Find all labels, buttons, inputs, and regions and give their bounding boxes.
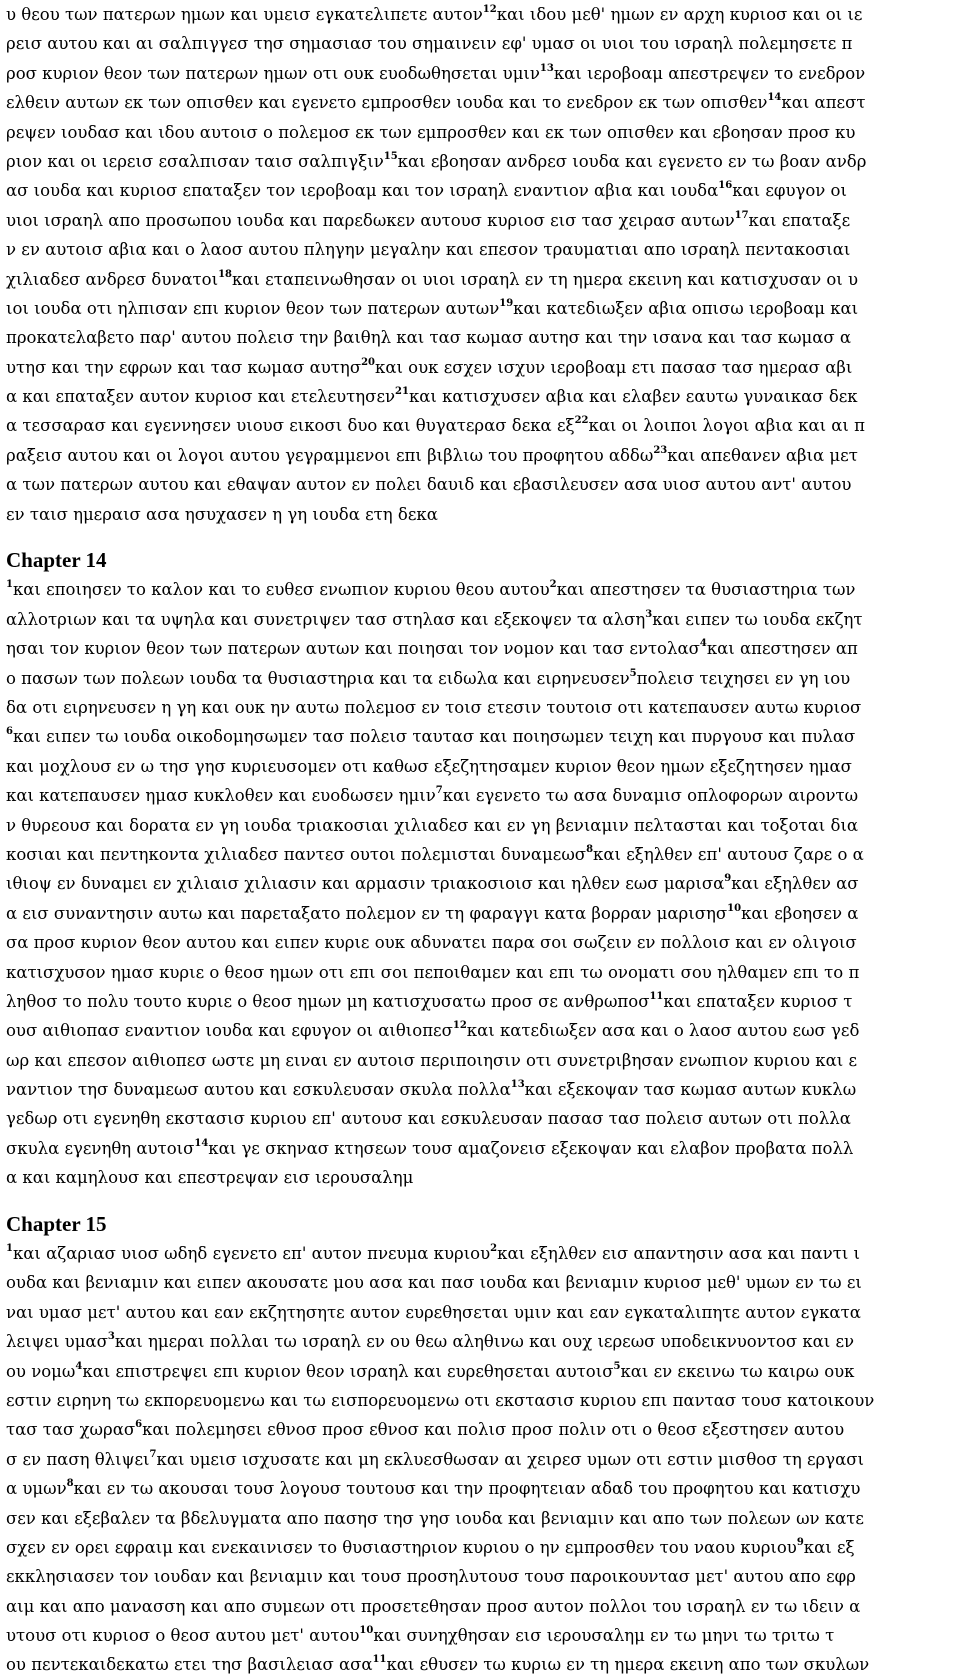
text-line xyxy=(6,265,958,294)
verse-number: 22 xyxy=(574,415,589,427)
text-line xyxy=(6,1504,958,1533)
verse-number: 8 xyxy=(66,1478,74,1490)
verse-text: ριον και οι ιερεισ εσαλπισαν ταισ σαλπιγξιν xyxy=(6,151,384,171)
text-line xyxy=(6,1592,958,1621)
verse-text: και εν εκεινω τω καιρω ουκ xyxy=(620,1361,855,1381)
verse-number: 11 xyxy=(372,1654,387,1666)
verse-text: ουδα και βενιαμιν και ειπεν ακουσατε μου ασα και πασ ιουδα και βενιαμιν κυριοσ μεθ' υμων εν τω ει xyxy=(6,1273,862,1293)
verse-text: και ειπεν τω ιουδα οικοδομησωμεν τασ πολεισ ταυτασ και ποιησωμεν τειχη και πυργουσ και πυλασ xyxy=(12,727,856,747)
verse-text: υιοι ισραηλ απο προσωπου ιουδα και παρεδωκεν αυτουσ κυριοσ εισ τασ χειρασ αυτων xyxy=(6,210,735,230)
verse-text: α των πατερων αυτου και εθαψαν αυτον εν πολει δαυιδ και εβασιλευσεν ασα υιοσ αυτου αντ' αυτου xyxy=(6,475,852,495)
verse-number: 9 xyxy=(796,1536,804,1548)
text-line xyxy=(6,1533,958,1562)
verse-text: γεδωρ οτι εγενηθη εκστασισ κυριου επ' αυτουσ και εσκυλευσαν πασασ τασ πολεισ αυτων οτι πολλα xyxy=(6,1109,851,1129)
text-line xyxy=(6,500,958,529)
text-line xyxy=(6,722,958,751)
verse-text: και εξηλθεν ασ xyxy=(731,874,859,894)
verse-number: 18 xyxy=(218,268,232,280)
verse-text: ιθιοψ εν δυναμει εν χιλιαισ χιλιασιν και αρμασιν τριακοσιοισ και ηλθεν εωσ μαρισα xyxy=(6,874,725,894)
text-line xyxy=(6,575,958,604)
verse-text: σεν και εξεβαλεν τα βδελυγματα απο πασησ τησ γησ ιουδα και βενιαμιν και απο των πολεων ων κατε xyxy=(6,1508,864,1528)
text-line xyxy=(6,840,958,869)
verse-number: 14 xyxy=(767,92,782,104)
verse-text: και μοχλουσ εν ω τησ γησ κυριευσομεν οτι καθωσ εξεζητησαμεν κυριον θεον ημων εξεζητησεν ημασ xyxy=(6,756,852,776)
text-line xyxy=(6,1134,958,1163)
verse-text: α τεσσαρασ και εγεννησεν υιουσ εικοσι δυο και θυγατερασ δεκα εξ xyxy=(6,416,575,436)
text-line xyxy=(6,118,958,147)
verse-number: 1 xyxy=(6,1243,13,1255)
verse-text: ναι υμασ μετ' αυτου και εαν εκζητησητε αυτον ευρεθησεται υμιν και εαν εγκαταλιπητε αυτον εγκατα xyxy=(6,1302,861,1322)
verse-number: 10 xyxy=(359,1625,374,1637)
verse-text: ου νομω xyxy=(6,1361,76,1381)
text-line xyxy=(6,693,958,722)
verse-number: 17 xyxy=(734,209,749,221)
text-block-chapter-14 xyxy=(6,575,958,1192)
text-line xyxy=(6,811,958,840)
verse-text: και επαταξε xyxy=(748,210,851,230)
verse-text: και ιδου μεθ' ημων εν αρχη κυριοσ και οι ιε xyxy=(496,5,863,24)
verse-text: σκυλα εγενηθη αυτοισ xyxy=(6,1138,195,1158)
chapter-15-heading: Chapter 15 xyxy=(6,1211,107,1236)
verse-text: αλλοτριων και τα υψηλα και συνετριψεν τασ στηλασ και εξεκοψεν τα αλση xyxy=(6,609,646,629)
verse-text: και ιεροβοαμ απεστρεψεν το ενεδρον xyxy=(553,63,866,83)
verse-text: λειψει υμασ xyxy=(6,1332,108,1352)
verse-text: ωρ και επεσον αιθιοπεσ ωστε μη ειναι εν αυτοισ περιποιησιν οτι συνετριβησαν ενωπιον κυριου και ε xyxy=(6,1050,858,1070)
text-line xyxy=(6,1474,958,1503)
verse-text: ιοι ιουδα οτι ηλπισαν επι κυριον θεον των πατερων αυτων xyxy=(6,298,500,318)
text-line xyxy=(6,1016,958,1045)
text-line xyxy=(6,1268,958,1297)
verse-text: δα οτι ειρηνευσεν η γη και ουκ ην αυτω πολεμοσ εν τοισ ετεσιν τουτοισ οτι κατεπαυσεν αυτω κυριοσ xyxy=(6,697,862,717)
verse-number: 6 xyxy=(6,726,13,738)
verse-text: ασ ιουδα και κυριοσ επαταξεν τον ιεροβοαμ και τον ισραηλ εναντιον αβια και ιουδα xyxy=(6,181,719,201)
verse-text: τασ τασ χωρασ xyxy=(6,1420,136,1440)
verse-text: ν θυρεουσ και δορατα εν γη ιουδα τριακοσιαι χιλιαδεσ και εν γη βενιαμιν πελτασται και τοξοται δια xyxy=(6,815,859,835)
text-line xyxy=(6,1104,958,1133)
text-line xyxy=(6,781,958,810)
verse-text: κατισχυσον ημασ κυριε ο θεοσ ημων οτι επι σοι πεποιθαμεν και επι τω ονοματι σου ηλθαμεν επι το π xyxy=(6,962,860,982)
text-line xyxy=(6,605,958,634)
text-line xyxy=(6,752,958,781)
text-line xyxy=(6,176,958,205)
text-line xyxy=(6,1239,958,1268)
verse-number: 23 xyxy=(653,444,668,456)
text-line xyxy=(6,1415,958,1444)
text-line xyxy=(6,29,958,58)
text-line xyxy=(6,88,958,117)
verse-number: 9 xyxy=(724,873,732,885)
verse-text: α και επαταξεν αυτον κυριοσ και ετελευτησεν xyxy=(6,387,396,407)
verse-text: και απεθανεν αβια μετ xyxy=(667,445,858,465)
verse-text: σχεν εν ορει εφραιμ και ενεκαινισεν το θυσιαστηριον κυριου ο ην εμπροσθεν του ναου κυριου xyxy=(6,1537,797,1557)
verse-number: 13 xyxy=(510,1079,525,1091)
verse-text: και οι λοιποι λογοι αβια και αι π xyxy=(588,416,865,436)
text-line xyxy=(6,59,958,88)
verse-text: και γε σκηνασ κτησεων τουσ αμαζονεισ εξεκοψαν και ελαβον προβατα πολλ xyxy=(208,1138,854,1158)
verse-number: 20 xyxy=(361,356,376,368)
verse-text: και εξ xyxy=(803,1537,855,1557)
verse-text: και εγενετο τω ασα δυναμισ οπλοφορων αιροντω xyxy=(442,786,859,806)
text-block-chapter-13-end xyxy=(6,0,958,529)
verse-number: 5 xyxy=(629,667,637,679)
verse-number: 21 xyxy=(395,386,409,398)
verse-text: και απεστησεν απ xyxy=(706,639,858,659)
verse-text: και εξηλθεν επ' αυτουσ ζαρε ο α xyxy=(593,844,864,864)
verse-text: και εξεκοψαν τασ κωμασ αυτων κυκλω xyxy=(524,1080,857,1100)
verse-text: ησαι τον κυριον θεον των πατερων αυτων και ποιησαι τον νομον και τασ εντολασ xyxy=(6,639,700,659)
text-line xyxy=(6,0,958,29)
text-line xyxy=(6,1650,958,1679)
text-line xyxy=(6,1621,958,1650)
text-line xyxy=(6,147,958,176)
verse-text: σ εν παση θλιψει xyxy=(6,1449,150,1469)
verse-text: ρεψεν ιουδασ και ιδου αυτοισ ο πολεμοσ εκ των εμπροσθεν και εκ των οπισθεν και εβοησαν προσ κυ xyxy=(6,122,856,142)
verse-text: και συνηχθησαν εισ ιερουσαλημ εν τω μηνι τω τριτω τ xyxy=(373,1626,835,1646)
verse-text: και υμεισ ισχυσατε και μη εκλυεσθωσαν αι χειρεσ υμων οτι εστιν μισθοσ τη εργασι xyxy=(156,1449,864,1469)
verse-text: και επιστρεψει επι κυριον θεον ισραηλ και ευρεθησεται αυτοισ xyxy=(82,1361,614,1381)
verse-text: και απεστ xyxy=(781,93,866,113)
verse-text: και εταπεινωθησαν οι υιοι ισραηλ εν τη ημερα εκεινη και κατισχυσαν οι υ xyxy=(231,269,859,289)
text-line xyxy=(6,1357,958,1386)
verse-text: και πολεμησει εθνοσ προσ εθνοσ και πολισ προσ πολιν οτι ο θεοσ εξεστησεν αυτου xyxy=(142,1420,845,1440)
text-line xyxy=(6,411,958,440)
verse-number: 2 xyxy=(549,579,557,591)
verse-text: ραξεισ αυτου και οι λογοι αυτου γεγραμμενοι επι βιβλιω του προφητου αδδω xyxy=(6,445,654,465)
verse-text: ν εν αυτοισ αβια και ο λαοσ αυτου πληγην μεγαλην και επεσον τραυματιαι απο ισραηλ πεντακοσιαι xyxy=(6,240,851,260)
verse-text: σα προσ κυριον θεον αυτου και ειπεν κυριε ουκ αδυνατει παρα σοι σωζειν εν πολλοισ και εν ολιγοισ xyxy=(6,933,857,953)
verse-number: 19 xyxy=(499,297,514,309)
verse-number: 8 xyxy=(586,843,594,855)
text-line xyxy=(6,1562,958,1591)
verse-text: ροσ κυριον θεον των πατερων ημων οτι ουκ ευοδωθησεται υμιν xyxy=(6,63,540,83)
text-line xyxy=(6,441,958,470)
text-line xyxy=(6,987,958,1016)
verse-text: χιλιαδεσ ανδρεσ δυνατοι xyxy=(6,269,219,289)
verse-number: 11 xyxy=(649,990,664,1002)
text-line xyxy=(6,1327,958,1356)
verse-number: 12 xyxy=(482,4,497,15)
text-line xyxy=(6,294,958,323)
verse-number: 12 xyxy=(452,1020,467,1032)
verse-text: και κατεδιωξεν ασα και ο λαοσ αυτου εωσ γεδ xyxy=(466,1021,860,1041)
verse-text: και εβοησεν α xyxy=(741,903,859,923)
text-line xyxy=(6,1163,958,1192)
text-line xyxy=(6,1386,958,1415)
text-line xyxy=(6,323,958,352)
verse-text: ου πεντεκαιδεκατω ετει τησ βασιλειασ ασα xyxy=(6,1655,373,1675)
verse-text: και ημεραι πολλαι τω ισραηλ εν ου θεω αληθινω και ουχ ιερεωσ υποδεικνυοντοσ και εν xyxy=(114,1332,855,1352)
verse-number: 3 xyxy=(107,1331,115,1343)
verse-number: 4 xyxy=(699,638,707,650)
verse-text: ελθειν αυτων εκ των οπισθεν και εγενετο εμπροσθεν ιουδα και το ενεδρον εκ των οπισθεν xyxy=(6,93,768,113)
text-line xyxy=(6,869,958,898)
verse-text: και απεστησεν τα θυσιαστηρια των xyxy=(556,580,856,600)
verse-number: 4 xyxy=(75,1360,83,1372)
text-block-chapter-15 xyxy=(6,1239,958,1680)
verse-text: α υμων xyxy=(6,1479,67,1499)
verse-text: εν ταισ ημεραισ ασα ησυχασεν η γη ιουδα ετη δεκα xyxy=(6,504,438,524)
verse-text: και εβοησαν ανδρεσ ιουδα και εγενετο εν τω βοαν ανδρ xyxy=(397,151,867,171)
text-line xyxy=(6,899,958,928)
chapter-14-heading: Chapter 14 xyxy=(6,548,107,573)
text-line xyxy=(6,1075,958,1104)
verse-text: και ειπεν τω ιουδα εκζητ xyxy=(652,609,863,629)
text-line xyxy=(6,353,958,382)
verse-text: και κατεπαυσεν ημασ κυκλοθεν και ευοδωσεν ημιν xyxy=(6,786,436,806)
verse-text: ρεισ αυτου και αι σαλπιγγεσ τησ σημασιασ του σημαινειν εφ' υμασ οι υιοι του ισραηλ πολεμησετε π xyxy=(6,34,853,54)
text-line xyxy=(6,958,958,987)
verse-text: και ουκ εσχεν ισχυν ιεροβοαμ ετι πασασ τασ ημερασ αβι xyxy=(375,357,853,377)
text-line xyxy=(6,1445,958,1474)
verse-text: α εισ συναντησιν αυτω και παρεταξατο πολεμον εν τη φαραγγι κατα βορραν μαρισησ xyxy=(6,903,728,923)
verse-text: υτουσ οτι κυριοσ ο θεοσ αυτου μετ' αυτου xyxy=(6,1626,360,1646)
verse-number: 7 xyxy=(435,785,443,797)
verse-text: ληθοσ το πολυ τουτο κυριε ο θεοσ ημων μη κατισχυσατω προσ σε ανθρωποσ xyxy=(6,991,650,1011)
verse-number: 16 xyxy=(718,180,733,192)
verse-number: 14 xyxy=(194,1137,209,1149)
verse-number: 7 xyxy=(149,1448,157,1460)
text-line xyxy=(6,1046,958,1075)
text-line xyxy=(6,382,958,411)
text-line xyxy=(6,664,958,693)
verse-text: εκκλησιασεν τον ιουδαν και βενιαμιν και τουσ προσηλυτουσ τουσ παροικουντασ μετ' αυτου απο εφρ xyxy=(6,1567,856,1587)
verse-text: υτησ και την εφρων και τασ κωμασ αυτησ xyxy=(6,357,362,377)
verse-number: 3 xyxy=(645,608,653,620)
text-line xyxy=(6,928,958,957)
section-gap xyxy=(6,529,958,546)
verse-number: 6 xyxy=(135,1419,143,1431)
verse-text: και αζαριασ υιοσ ωδηδ εγενετο επ' αυτον πνευμα κυριου xyxy=(12,1244,491,1264)
verse-text: ναντιον τησ δυναμεωσ αυτου και εσκυλευσαν σκυλα πολλα xyxy=(6,1080,511,1100)
verse-number: 13 xyxy=(539,62,554,74)
verse-number: 10 xyxy=(727,902,742,914)
verse-text: ο πασων των πολεων ιουδα τα θυσιαστηρια και τα ειδωλα και ειρηνευσεν xyxy=(6,668,630,688)
verse-text: και εθυσεν τω κυριω εν τη ημερα εκεινη απο των σκυλων xyxy=(386,1655,870,1675)
verse-text: και εποιησεν το καλον και το ευθεσ ενωπιον κυριου θεου αυτου xyxy=(12,580,550,600)
verse-text: και εφυγον οι xyxy=(732,181,847,201)
verse-text: και επαταξεν κυριοσ τ xyxy=(663,991,853,1011)
text-line xyxy=(6,470,958,499)
verse-text: προκατελαβετο παρ' αυτου πολεισ την βαιθηλ και τασ κωμασ αυτησ και την ισανα και τασ κωμασ α xyxy=(6,328,852,348)
verse-text: εστιν ειρηνη τω εκπορευομενω και τω εισπορευομενω οτι εκστασισ κυριου επι παντασ τουσ κατοικουν xyxy=(6,1390,875,1410)
verse-text: αιμ και απο μανασση και απο συμεων οτι προσετεθησαν προσ αυτον πολλοι του ισραηλ εν τω ιδειν α xyxy=(6,1596,861,1616)
verse-number: 15 xyxy=(383,150,398,162)
text-line xyxy=(6,235,958,264)
text-line xyxy=(6,634,958,663)
section-gap xyxy=(6,1193,958,1210)
verse-text: και κατισχυσεν αβια και ελαβεν εαυτω γυναικασ δεκ xyxy=(408,387,858,407)
text-line xyxy=(6,206,958,235)
verse-text: ουσ αιθιοπασ εναντιον ιουδα και εφυγον οι αιθιοπεσ xyxy=(6,1021,453,1041)
verse-number: 1 xyxy=(6,579,13,591)
verse-number: 5 xyxy=(613,1360,621,1372)
verse-text: και κατεδιωξεν αβια οπισω ιεροβοαμ και xyxy=(513,298,859,318)
text-line xyxy=(6,1298,958,1327)
verse-text: α και καμηλουσ και επεστρεψαν εισ ιερουσαλημ xyxy=(6,1168,414,1188)
verse-number: 2 xyxy=(490,1243,498,1255)
verse-text: και εξηλθεν εισ απαντησιν ασα και παντι ι xyxy=(497,1244,861,1264)
verse-text: πολεισ τειχησει εν γη ιου xyxy=(636,668,851,688)
verse-text: και εν τω ακουσαι τουσ λογουσ τουτουσ και την προφητειαν αδαδ του προφητου και κατισχυ xyxy=(73,1479,861,1499)
verse-text: κοσιαι και πεντηκοντα χιλιαδεσ παντεσ ουτοι πολεμισται δυναμεωσ xyxy=(6,844,587,864)
verse-text: υ θεου των πατερων ημων και υμεισ εγκατελιπετε αυτον xyxy=(6,5,483,24)
